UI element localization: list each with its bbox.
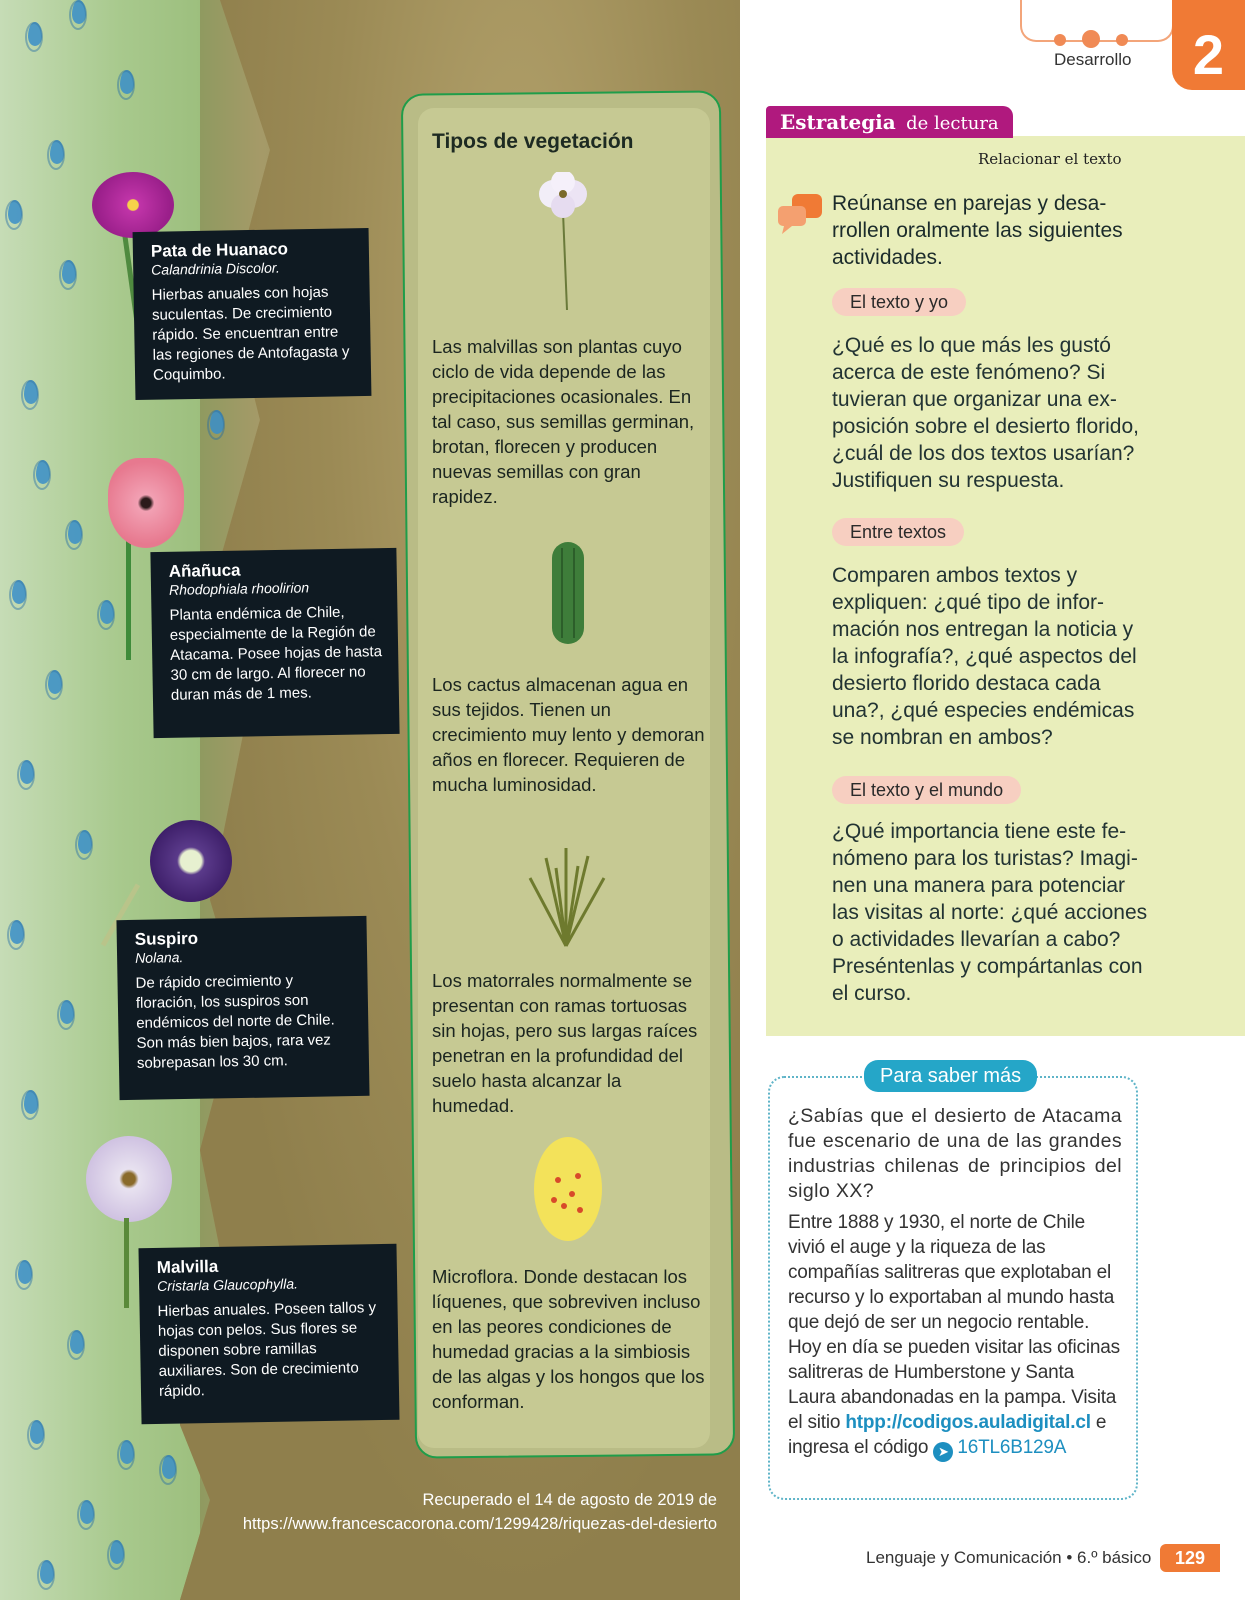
species-description: De rápido crecimiento y floración, los suspiros son endémicos del norte de Chile. Son más bien bajos, rara vez sobrepasan los 30 cm.: [135, 972, 335, 1072]
progress-dot: [1054, 34, 1066, 46]
species-name: Suspiro: [134, 928, 199, 949]
raindrop-icon: [78, 830, 92, 854]
strategy-tag: [766, 106, 1013, 138]
lichen-icon: [532, 1134, 604, 1244]
raindrop-icon: [72, 0, 86, 24]
raindrop-icon: [162, 1455, 176, 1479]
raindrop-icon: [12, 580, 26, 604]
pata-de-huanaco-flower-icon: [92, 172, 174, 238]
raindrop-icon: [70, 1330, 84, 1354]
section-label-entre-textos: Entre textos: [832, 518, 964, 546]
species-card-pata-de-huanaco: [133, 228, 372, 400]
raindrop-icon: [68, 520, 82, 544]
species-latin-name: Rhodophiala rhoolirion: [168, 579, 310, 598]
species-card-suspiro: [116, 916, 369, 1100]
raindrop-icon: [62, 260, 76, 284]
question-entre-textos: Comparen ambos textos y expliquen: ¿qué tipo de infor-mación nos entregan la noticia y la infografía?, ¿qué aspectos del desierto florido destaca cada una?, ¿qué especies endémicas se nombran en ambos?: [832, 564, 1137, 749]
raindrop-icon: [24, 380, 38, 404]
section-label-texto-y-yo: El texto y yo: [832, 288, 966, 316]
raindrop-icon: [60, 1000, 74, 1024]
more-info-text: Entre 1888 y 1930, el norte de Chile vivió el auge y la riqueza de las compañías salitreras que explotaban el recurso y lo exportaban al mundo hasta que dejó de ser un negocio rentable. Hoy en día se pueden visitar las oficinas salitreras de Humberstone y Santa Laura abandonadas en la pampa. Visita el sitio: [788, 1212, 1120, 1433]
species-latin-name: Cristarla Glaucophylla.: [157, 1275, 299, 1294]
raindrop-icon: [110, 1540, 124, 1564]
species-latin-name: Nolana.: [134, 949, 184, 966]
codigos-link[interactable]: htpp://codigos.auladigital.cl: [845, 1412, 1091, 1433]
species-card-ananuca: [150, 548, 399, 738]
more-info-tag: Para saber más: [864, 1060, 1037, 1092]
more-info-paragraph: [788, 1210, 1122, 1462]
species-name: Añañuca: [168, 560, 241, 581]
code-arrow-icon: ➤: [933, 1442, 953, 1462]
species-latin-name: Calandrinia Discolor.: [151, 259, 280, 278]
species-name: Malvilla: [156, 1256, 219, 1277]
section-label-texto-y-mundo: El texto y el mundo: [832, 776, 1021, 804]
strategy-tag-bold: Estrategia: [780, 110, 896, 134]
malvilla-flower-icon: [86, 1136, 172, 1222]
cactus-icon: [548, 538, 588, 648]
raindrop-icon: [18, 1260, 32, 1284]
raindrop-icon: [8, 200, 22, 224]
question-texto-y-mundo: ¿Qué importancia tiene este fe-nómeno para los turistas? Imagi-nen una manera para potenciar las visitas al norte: ¿qué acciones o actividades llevarían a cabo? Preséntenlas y compártanlas con el curso.: [832, 820, 1148, 1005]
source-url[interactable]: https://www.francescacorona.com/1299428/riquezas-del-desierto: [242, 1515, 717, 1533]
species-name: Pata de Huanaco: [150, 239, 289, 261]
malvilla-flower-icon: [535, 172, 591, 312]
vegetation-text-matorrales: Los matorrales normalmente se presentan con ramas tortuosas sin hojas, pero sus largas raíces penetran en la profundidad del suelo hasta alcanzar la humedad.: [432, 970, 698, 1116]
vegetation-text-malvillas: Las malvillas son plantas cuyo ciclo de vida depende de las precipitaciones ocasionales. En tal caso, sus semillas germinan, brotan, florecen y producen nuevas semillas con gran rapidez.: [432, 336, 695, 507]
vegetation-text-cactus: Los cactus almacenan agua en sus tejidos. Tienen un crecimiento muy lento y demoran años en florecer. Requieren de mucha luminosidad.: [432, 674, 705, 795]
strategy-instruction: Reúnanse en parejas y desa-rrollen oralmente las siguientes actividades.: [832, 192, 1123, 269]
strategy-subtitle: Relacionar el texto: [978, 150, 1122, 168]
raindrop-icon: [20, 760, 34, 784]
chapter-number-badge: 2: [1172, 0, 1245, 90]
raindrop-icon: [30, 1420, 44, 1444]
raindrop-icon: [100, 600, 114, 624]
more-info-text-mid: e ingresa el código: [788, 1412, 1107, 1458]
raindrop-icon: [40, 1560, 54, 1584]
raindrop-icon: [80, 1500, 94, 1524]
raindrop-icon: [48, 670, 62, 694]
progress-dot: [1116, 34, 1128, 46]
raindrop-icon: [210, 410, 224, 434]
raindrop-icon: [28, 22, 42, 46]
raindrop-icon: [10, 920, 24, 944]
more-info-question: ¿Sabías que el desierto de Atacama fue escenario de una de las grandes industrias chilenas de principios del siglo XX?: [788, 1105, 1122, 1202]
page-number: 129: [1160, 1544, 1220, 1572]
suspiro-flower-icon: [150, 820, 232, 902]
chapter-label: Desarrollo: [1054, 50, 1132, 69]
question-texto-y-yo: ¿Qué es lo que más les gustó acerca de este fenómeno? Si tuvieran que organizar una ex-posición sobre el desierto florido, ¿cuál de los dos textos usarían? Justifiquen su respuesta.: [832, 334, 1140, 492]
raindrop-icon: [50, 140, 64, 164]
shrub-icon: [516, 838, 616, 948]
footer-subject: Lenguaje y Comunicación • 6.º básico: [866, 1548, 1152, 1567]
vegetation-title: Tipos de vegetación: [432, 130, 634, 153]
species-card-malvilla: [138, 1244, 399, 1424]
progress-dot-current: [1082, 30, 1100, 48]
speech-bubble-icon: [776, 192, 824, 234]
species-description: Hierbas anuales. Poseen tallos y hojas con pelos. Sus flores se disponen sobre ramillas auxiliares. Son de crecimiento rápido.: [157, 1299, 377, 1400]
source-line: Recuperado el 14 de agosto de 2019 de: [422, 1491, 717, 1509]
source-citation: [243, 1488, 717, 1536]
species-description: Planta endémica de Chile, especialmente de la Región de Atacama. Posee hojas de hasta 30 cm de largo. Al florecer no duran más de 1 mes.: [169, 603, 383, 704]
flower-stem: [124, 1218, 129, 1308]
raindrop-icon: [24, 1090, 38, 1114]
access-code: 16TL6B129A: [957, 1437, 1067, 1458]
raindrop-icon: [36, 460, 50, 484]
strategy-tag-rest: de lectura: [906, 113, 999, 134]
raindrop-icon: [120, 1440, 134, 1464]
species-description: Hierbas anuales con hojas suculentas. De crecimiento rápido. Se encuentran entre las regiones de Antofagasta y Coquimbo.: [151, 283, 350, 384]
raindrop-icon: [120, 70, 134, 94]
flower-stem: [126, 530, 131, 660]
vegetation-text-microflora: Microflora. Donde destacan los líquenes, que sobreviven incluso en las peores condiciones de humedad gracias a la simbiosis de las algas y los hongos que los conforman.: [432, 1266, 705, 1412]
ananuca-flower-icon: [108, 458, 184, 548]
